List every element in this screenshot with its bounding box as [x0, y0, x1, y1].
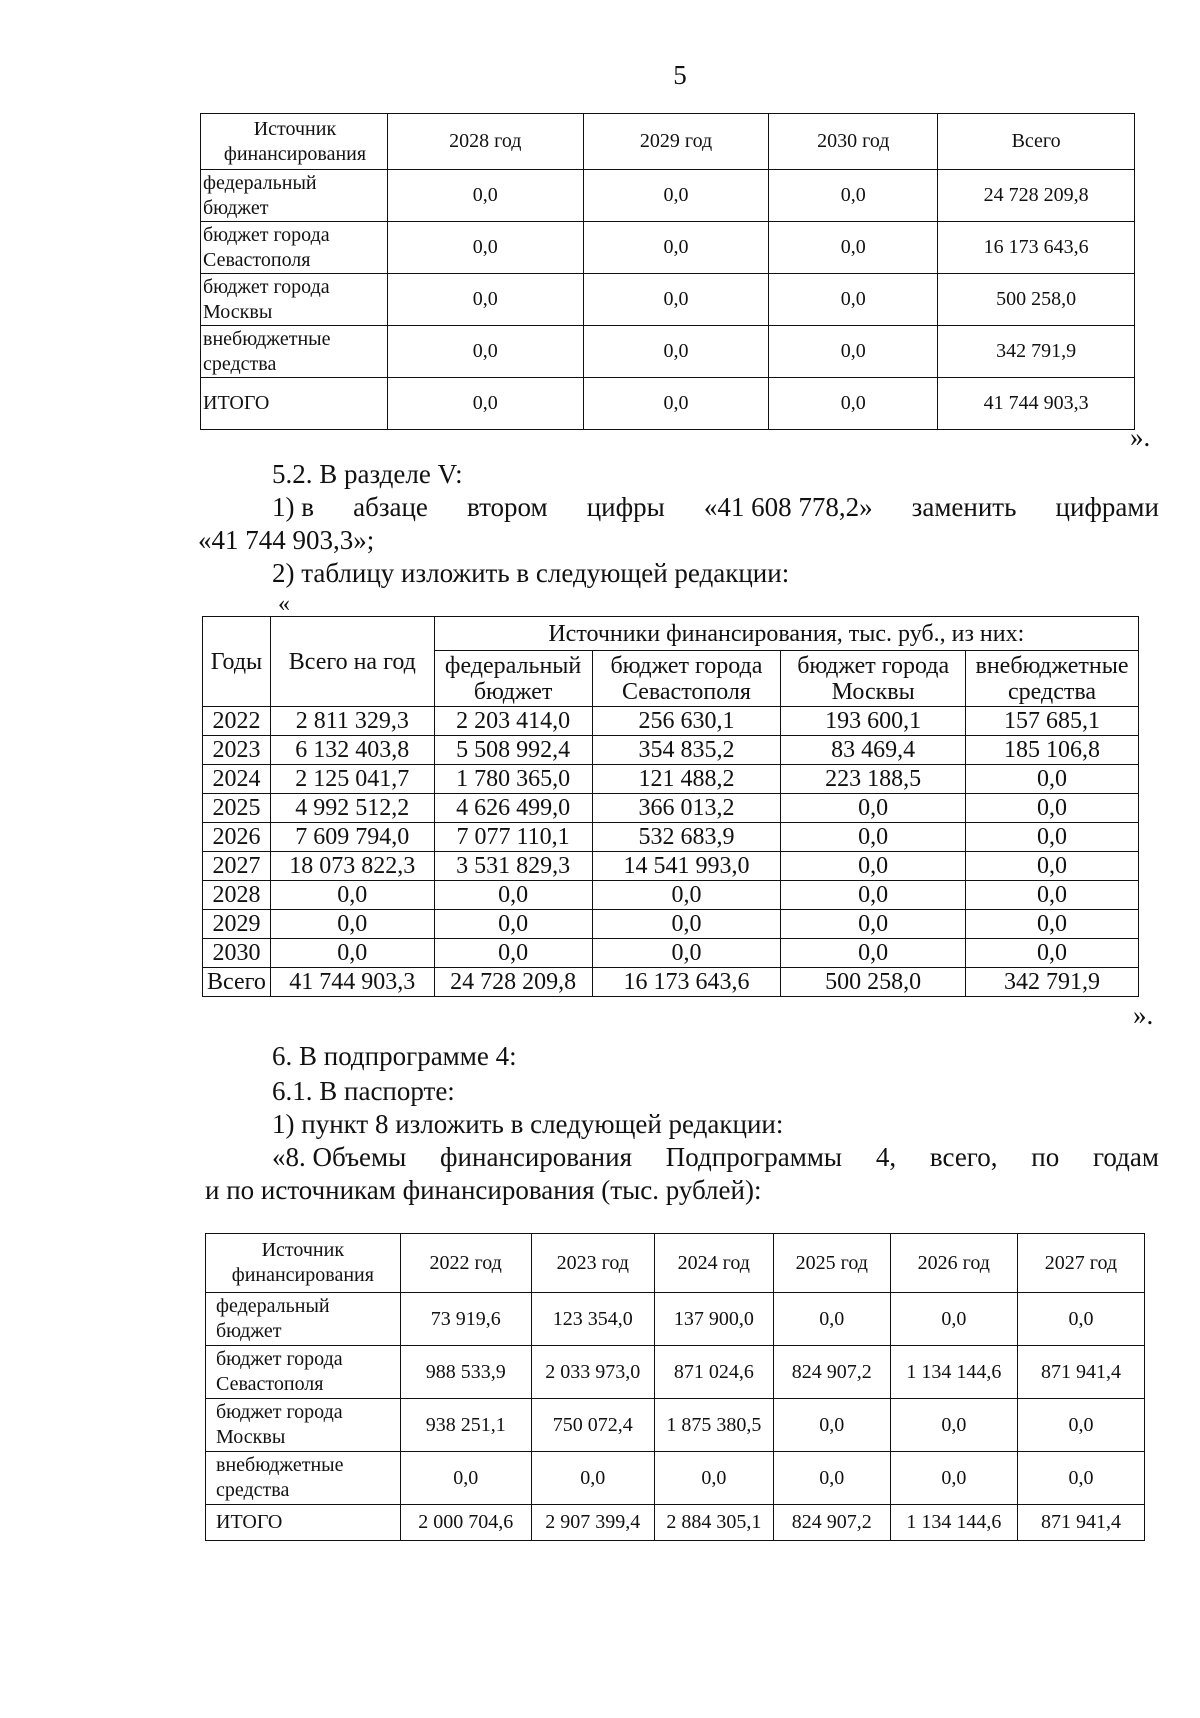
year-cell: 2025: [203, 794, 271, 823]
table-cell: 0,0: [966, 852, 1139, 881]
table-cell: 0,0: [387, 378, 583, 430]
table-row: [203, 968, 1139, 997]
table-cell: 342 791,9: [938, 326, 1135, 378]
table-cell: 16 173 643,6: [938, 222, 1135, 274]
paragraph-line: «41 744 903,3»;: [198, 525, 375, 555]
table-row: [203, 910, 1139, 939]
table-cell: 1 134 144,6: [890, 1346, 1017, 1399]
table-cell: 871 941,4: [1017, 1346, 1144, 1399]
financing-by-year-table: [202, 616, 1139, 997]
row-label: внебюджетные средства: [206, 1452, 401, 1505]
table-cell: 532 683,9: [592, 823, 781, 852]
table-cell: 0,0: [769, 170, 938, 222]
table-row: [206, 1505, 1145, 1541]
table-cell: 0,0: [1017, 1293, 1144, 1346]
table-cell: 157 685,1: [966, 707, 1139, 736]
paragraph-line: 6.1. В паспорте:: [272, 1076, 455, 1106]
year-cell: 2028: [203, 881, 271, 910]
header-cell: 2023 год: [531, 1234, 654, 1293]
table-cell: 0,0: [654, 1452, 773, 1505]
table-cell: 0,0: [966, 881, 1139, 910]
table-cell: 24 728 209,8: [434, 968, 592, 997]
year-cell: 2030: [203, 939, 271, 968]
table-cell: 0,0: [781, 939, 966, 968]
paragraph-line: 2) таблицу изложить в следующей редакции:: [272, 558, 790, 588]
table-cell: 0,0: [769, 378, 938, 430]
word: цифры: [586, 492, 665, 522]
table-row: [203, 939, 1139, 968]
table-cell: 0,0: [583, 222, 769, 274]
table-cell: 0,0: [583, 274, 769, 326]
table-cell: 0,0: [966, 765, 1139, 794]
year-cell: 2026: [203, 823, 271, 852]
paragraph-line: [272, 1141, 1159, 1173]
table-cell: 0,0: [434, 939, 592, 968]
word: по: [1031, 1142, 1060, 1172]
table-cell: 137 900,0: [654, 1293, 773, 1346]
table-cell: 223 188,5: [781, 765, 966, 794]
word: «41 608 778,2»: [703, 492, 873, 522]
table-row: [201, 170, 1135, 222]
word: годам: [1093, 1142, 1159, 1172]
section-heading: 6. В подпрограмме 4:: [272, 1041, 517, 1071]
word: абзаце: [353, 492, 428, 522]
table-cell: 0,0: [781, 794, 966, 823]
table-cell: 0,0: [773, 1452, 890, 1505]
table-cell: 500 258,0: [938, 274, 1135, 326]
closing-quote: ».: [1133, 1000, 1154, 1030]
table-cell: 0,0: [583, 326, 769, 378]
table-cell: 83 469,4: [781, 736, 966, 765]
table-cell: 0,0: [769, 326, 938, 378]
table-row: [206, 1293, 1145, 1346]
table-cell: 0,0: [1017, 1399, 1144, 1452]
table-cell: 0,0: [583, 378, 769, 430]
table-cell: 354 835,2: [592, 736, 781, 765]
row-label: внебюджетные средства: [201, 326, 388, 378]
table-cell: 0,0: [781, 852, 966, 881]
table-row: [201, 326, 1135, 378]
table-cell: 0,0: [781, 881, 966, 910]
row-label: бюджет города Севастополя: [206, 1346, 401, 1399]
table-cell: 185 106,8: [966, 736, 1139, 765]
table-cell: 41 744 903,3: [938, 378, 1135, 430]
table-cell: 0,0: [434, 881, 592, 910]
header-cell: бюджет города Севастополя: [592, 651, 781, 707]
table-cell: 0,0: [1017, 1452, 1144, 1505]
table-cell: 0,0: [966, 910, 1139, 939]
table-header-row: [201, 114, 1135, 170]
table-row: [206, 1346, 1145, 1399]
year-cell: Всего: [203, 968, 271, 997]
table-cell: 6 132 403,8: [270, 736, 434, 765]
table-cell: 938 251,1: [400, 1399, 531, 1452]
table-cell: 2 125 041,7: [270, 765, 434, 794]
table-cell: 0,0: [592, 939, 781, 968]
paragraph-line: и по источникам финансирования (тыс. рублей):: [205, 1175, 762, 1205]
table-cell: 73 919,6: [400, 1293, 531, 1346]
section-heading: 5.2. В разделе V:: [272, 459, 463, 489]
row-label: ИТОГО: [206, 1505, 401, 1541]
row-label: федеральный бюджет: [206, 1293, 401, 1346]
table-cell: 988 533,9: [400, 1346, 531, 1399]
word: 1) в: [272, 492, 314, 522]
row-label: бюджет города Москвы: [206, 1399, 401, 1452]
table-cell: 121 488,2: [592, 765, 781, 794]
table-cell: 0,0: [769, 274, 938, 326]
table-cell: 0,0: [781, 823, 966, 852]
table-cell: 0,0: [434, 910, 592, 939]
word: Подпрограммы: [665, 1142, 843, 1172]
table-cell: 0,0: [270, 910, 434, 939]
table-cell: 871 024,6: [654, 1346, 773, 1399]
table-row: [201, 378, 1135, 430]
table-cell: 0,0: [890, 1399, 1017, 1452]
table-cell: 1 780 365,0: [434, 765, 592, 794]
year-cell: 2027: [203, 852, 271, 881]
table-row: [203, 707, 1139, 736]
table-cell: 500 258,0: [781, 968, 966, 997]
table-cell: 0,0: [270, 881, 434, 910]
year-cell: 2029: [203, 910, 271, 939]
financing-table-2028-2030: [200, 113, 1135, 430]
header-cell: 2028 год: [387, 114, 583, 170]
table-cell: 24 728 209,8: [938, 170, 1135, 222]
header-cell: Источник финансирования: [201, 114, 388, 170]
table-cell: 4 626 499,0: [434, 794, 592, 823]
table-cell: 2 203 414,0: [434, 707, 592, 736]
year-cell: 2023: [203, 736, 271, 765]
table-cell: 0,0: [387, 170, 583, 222]
table-cell: 1 875 380,5: [654, 1399, 773, 1452]
subprogram-4-financing-table: [205, 1233, 1145, 1541]
table-cell: 193 600,1: [781, 707, 966, 736]
header-cell: 2024 год: [654, 1234, 773, 1293]
header-cell: 2027 год: [1017, 1234, 1144, 1293]
table-cell: 2 033 973,0: [531, 1346, 654, 1399]
table-cell: 4 992 512,2: [270, 794, 434, 823]
table-cell: 7 077 110,1: [434, 823, 592, 852]
table-row: [203, 765, 1139, 794]
header-cell: Источники финансирования, тыс. руб., из них:: [434, 617, 1138, 651]
header-cell: 2025 год: [773, 1234, 890, 1293]
word: цифрами: [1055, 492, 1159, 522]
word: 4,: [875, 1142, 897, 1172]
table-cell: 0,0: [270, 939, 434, 968]
header-cell: федеральный бюджет: [434, 651, 592, 707]
table-row: [203, 736, 1139, 765]
header-cell: Всего на год: [270, 617, 434, 707]
table-cell: 0,0: [387, 326, 583, 378]
table-cell: 824 907,2: [773, 1505, 890, 1541]
header-cell: 2026 год: [890, 1234, 1017, 1293]
table-cell: 0,0: [890, 1293, 1017, 1346]
table-row: [201, 222, 1135, 274]
word: втором: [467, 492, 548, 522]
header-cell: внебюджетные средства: [966, 651, 1139, 707]
table-row: [201, 274, 1135, 326]
table-cell: 2 907 399,4: [531, 1505, 654, 1541]
opening-quote: «: [278, 591, 290, 617]
table-cell: 0,0: [890, 1452, 1017, 1505]
closing-quote: ».: [1130, 422, 1151, 452]
row-label: бюджет города Москвы: [201, 274, 388, 326]
table-cell: 0,0: [781, 910, 966, 939]
table-cell: 0,0: [387, 222, 583, 274]
table-row: [206, 1452, 1145, 1505]
table-row: [203, 852, 1139, 881]
word: финансирования: [440, 1142, 632, 1172]
table-cell: 0,0: [592, 910, 781, 939]
table-cell: 0,0: [966, 823, 1139, 852]
table-row: [206, 1399, 1145, 1452]
year-cell: 2022: [203, 707, 271, 736]
table-cell: 1 134 144,6: [890, 1505, 1017, 1541]
table-cell: 123 354,0: [531, 1293, 654, 1346]
header-cell: 2029 год: [583, 114, 769, 170]
year-cell: 2024: [203, 765, 271, 794]
table-cell: 0,0: [769, 222, 938, 274]
header-cell: Источник финансирования: [206, 1234, 401, 1293]
page-number: 5: [673, 60, 687, 90]
table-cell: 0,0: [387, 274, 583, 326]
table-header-row: [206, 1234, 1145, 1293]
word: заменить: [911, 492, 1017, 522]
table-cell: 0,0: [583, 170, 769, 222]
paragraph-line: 1) пункт 8 изложить в следующей редакции:: [272, 1109, 784, 1139]
table-cell: 16 173 643,6: [592, 968, 781, 997]
table-cell: 0,0: [592, 881, 781, 910]
table-cell: 18 073 822,3: [270, 852, 434, 881]
header-cell: 2030 год: [769, 114, 938, 170]
row-label: федеральный бюджет: [201, 170, 388, 222]
word: всего,: [929, 1142, 998, 1172]
table-cell: 0,0: [773, 1293, 890, 1346]
table-row: [203, 881, 1139, 910]
table-cell: 0,0: [531, 1452, 654, 1505]
table-cell: 14 541 993,0: [592, 852, 781, 881]
table-cell: 5 508 992,4: [434, 736, 592, 765]
table-cell: 0,0: [966, 939, 1139, 968]
table-cell: 2 884 305,1: [654, 1505, 773, 1541]
table-cell: 0,0: [966, 794, 1139, 823]
header-cell: 2022 год: [400, 1234, 531, 1293]
table-cell: 0,0: [400, 1452, 531, 1505]
table-row: [203, 823, 1139, 852]
paragraph-line: [272, 491, 1159, 523]
header-cell: Всего: [938, 114, 1135, 170]
table-cell: 871 941,4: [1017, 1505, 1144, 1541]
table-cell: 0,0: [773, 1399, 890, 1452]
table-cell: 342 791,9: [966, 968, 1139, 997]
header-cell: бюджет города Москвы: [781, 651, 966, 707]
table-cell: 3 531 829,3: [434, 852, 592, 881]
table-header-row: [203, 617, 1139, 651]
table-cell: 7 609 794,0: [270, 823, 434, 852]
header-cell: Годы: [203, 617, 271, 707]
table-cell: 824 907,2: [773, 1346, 890, 1399]
row-label: ИТОГО: [201, 378, 388, 430]
table-cell: 41 744 903,3: [270, 968, 434, 997]
table-row: [203, 794, 1139, 823]
table-cell: 2 811 329,3: [270, 707, 434, 736]
table-cell: 750 072,4: [531, 1399, 654, 1452]
table-cell: 256 630,1: [592, 707, 781, 736]
row-label: бюджет города Севастополя: [201, 222, 388, 274]
table-cell: 366 013,2: [592, 794, 781, 823]
table-cell: 2 000 704,6: [400, 1505, 531, 1541]
word: «8. Объемы: [272, 1142, 407, 1172]
